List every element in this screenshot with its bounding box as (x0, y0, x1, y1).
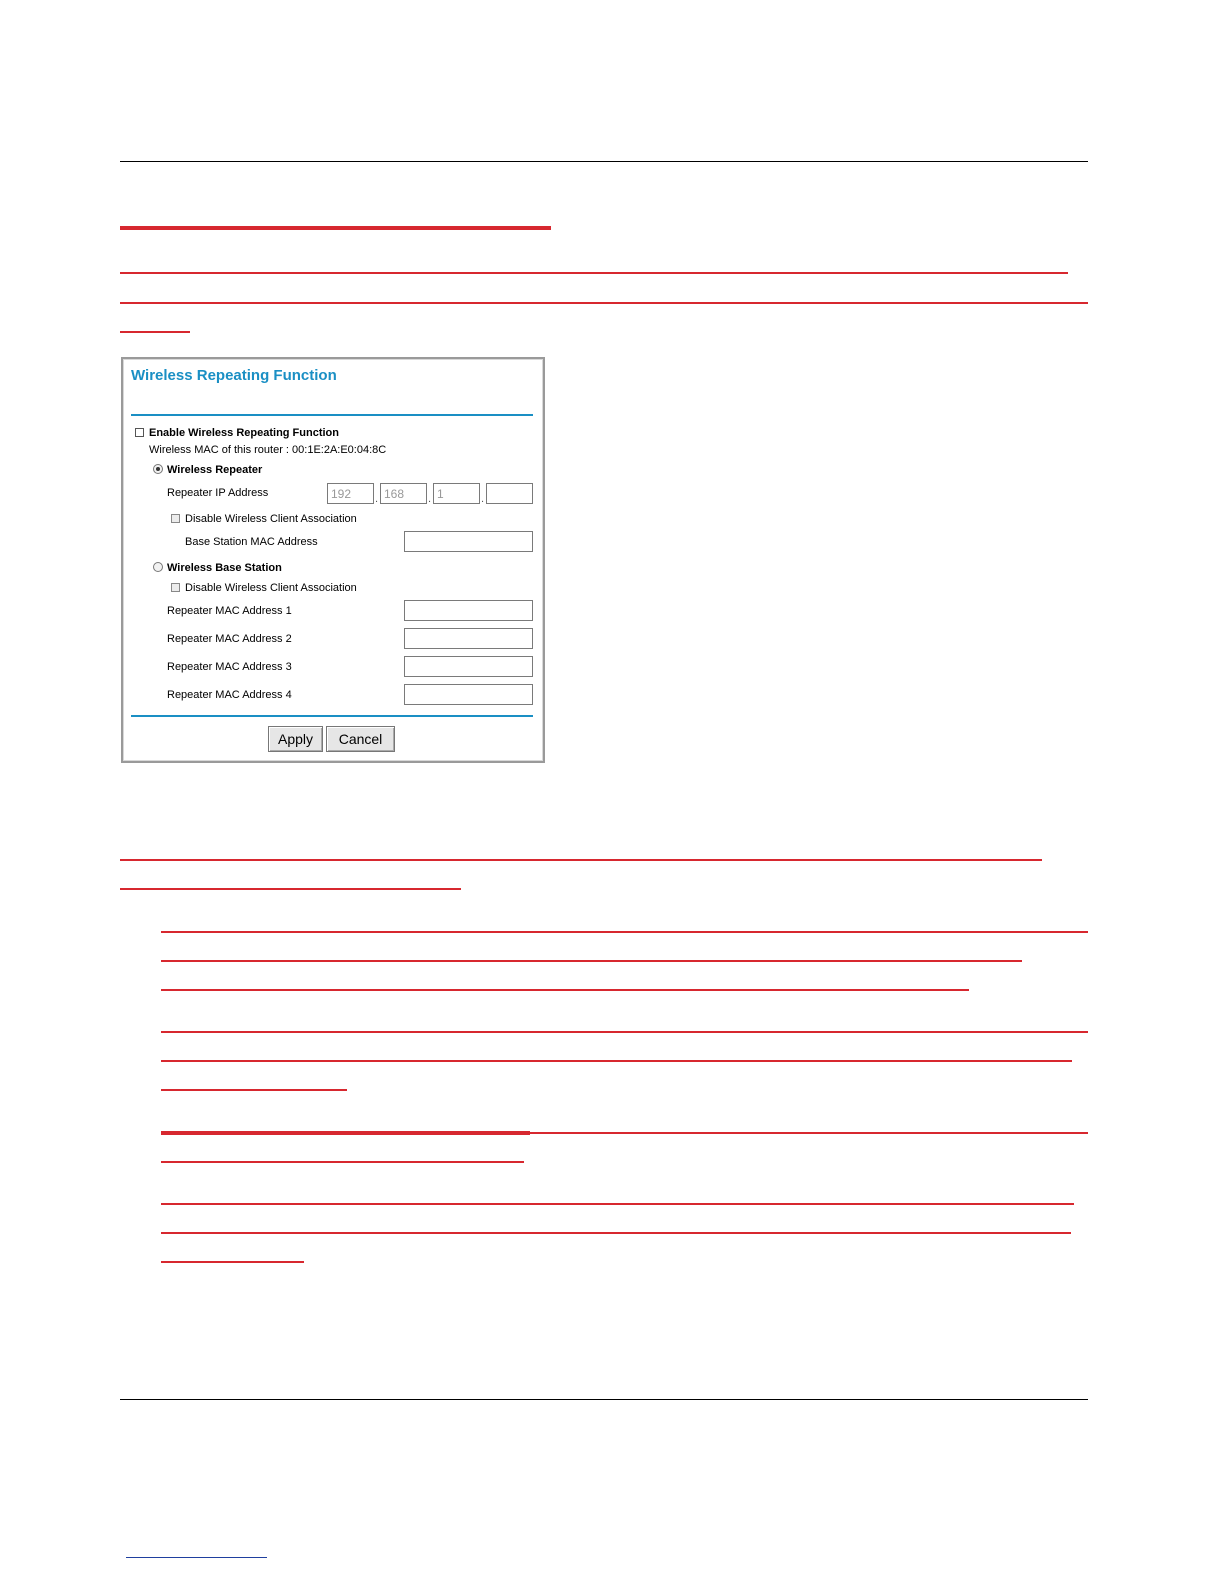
repeater-mac-3-input[interactable] (404, 656, 533, 677)
repeater-mac-1-input[interactable] (404, 600, 533, 621)
repeater-mac-3-label: Repeater MAC Address 3 (167, 661, 292, 673)
list-item-line (161, 1161, 524, 1163)
footer-link-line (126, 1557, 267, 1558)
base-station-disable-assoc-checkbox[interactable] (171, 583, 180, 592)
apply-button[interactable]: Apply (268, 726, 323, 752)
list-item-line (161, 989, 969, 991)
repeater-ip-octet-2[interactable] (380, 483, 427, 504)
enable-repeating-checkbox[interactable] (135, 428, 144, 437)
text-line (120, 272, 1068, 274)
list-item-line (161, 931, 1088, 933)
wireless-repeating-panel (121, 357, 545, 763)
text-line (120, 302, 1088, 304)
repeater-mac-1-label: Repeater MAC Address 1 (167, 605, 292, 617)
text-line (120, 331, 190, 333)
base-station-disable-assoc-label: Disable Wireless Client Association (185, 582, 357, 594)
repeater-ip-label: Repeater IP Address (167, 487, 269, 499)
list-item-line (161, 1089, 347, 1091)
footer-rule (120, 1399, 1088, 1400)
repeater-mac-2-label: Repeater MAC Address 2 (167, 633, 292, 645)
wireless-repeater-radio[interactable] (153, 464, 163, 474)
repeater-mac-4-input[interactable] (404, 684, 533, 705)
list-item-line (161, 1232, 1071, 1234)
repeater-ip-octet-1[interactable] (327, 483, 374, 504)
panel-title: Wireless Repeating Function (131, 367, 337, 384)
list-item-line (161, 1060, 1072, 1062)
list-item-line-bold (161, 1131, 530, 1135)
list-item-line (161, 960, 1022, 962)
ip-dot: . (375, 493, 379, 505)
cancel-button[interactable]: Cancel (326, 726, 395, 752)
list-item-line (161, 1031, 1088, 1033)
repeater-mac-2-input[interactable] (404, 628, 533, 649)
repeater-ip-octet-3[interactable] (433, 483, 480, 504)
wireless-base-station-radio[interactable] (153, 562, 163, 572)
ip-dot: . (481, 493, 485, 505)
header-rule (120, 161, 1088, 162)
panel-bottom-rule (131, 715, 533, 717)
list-item-line (161, 1203, 1074, 1205)
section-heading-bar (120, 226, 551, 230)
wireless-base-station-label: Wireless Base Station (167, 562, 282, 574)
text-line (120, 888, 461, 890)
panel-top-rule (131, 414, 533, 416)
repeater-mac-4-label: Repeater MAC Address 4 (167, 689, 292, 701)
enable-repeating-label: Enable Wireless Repeating Function (149, 427, 339, 439)
router-mac-text: Wireless MAC of this router : 00:1E:2A:E0:04:8C (149, 444, 387, 456)
base-station-mac-input[interactable] (404, 531, 533, 552)
text-line (120, 859, 1042, 861)
wireless-repeater-label: Wireless Repeater (167, 464, 263, 476)
repeater-disable-assoc-checkbox[interactable] (171, 514, 180, 523)
list-item-line (161, 1261, 304, 1263)
base-station-mac-label: Base Station MAC Address (185, 536, 318, 548)
repeater-ip-octet-4[interactable] (486, 483, 533, 504)
ip-dot: . (428, 493, 432, 505)
repeater-disable-assoc-label: Disable Wireless Client Association (185, 513, 357, 525)
